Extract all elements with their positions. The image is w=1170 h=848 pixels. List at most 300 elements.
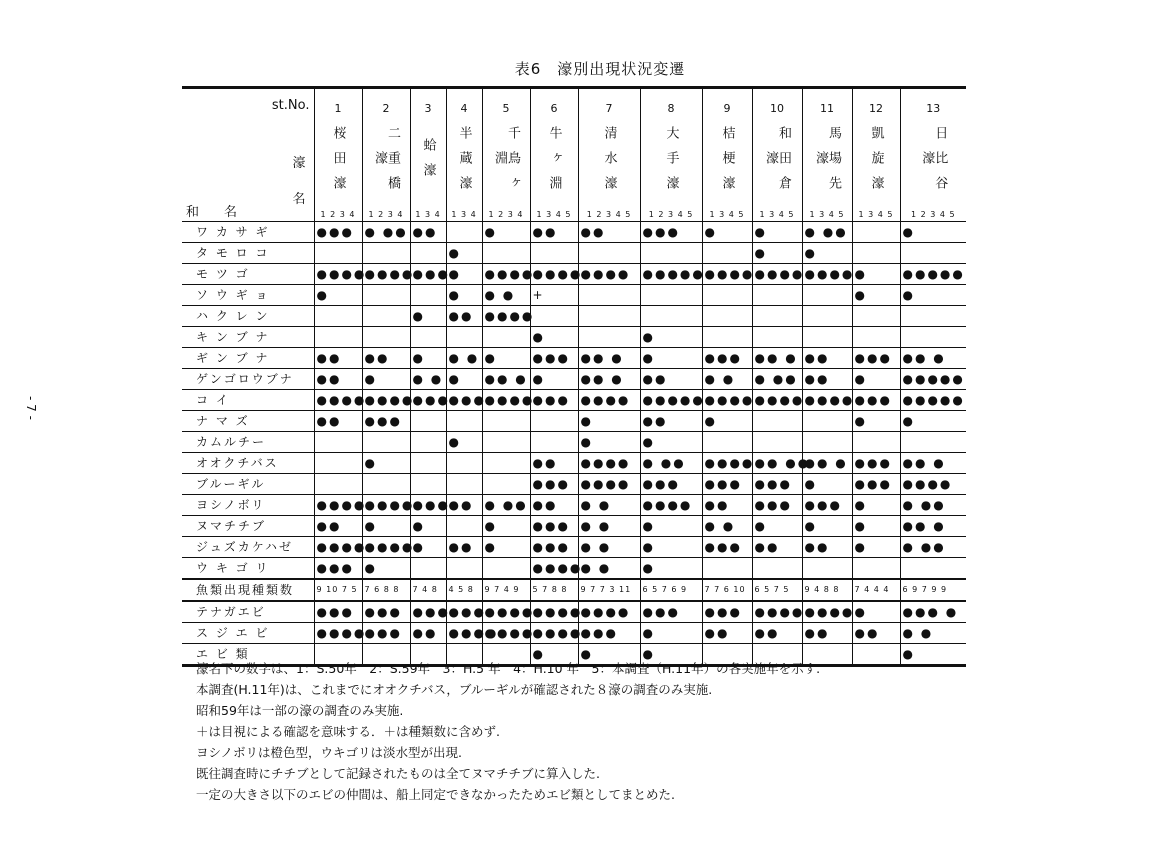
occurrence-cell: ● — [446, 432, 482, 453]
occurrence-cell: 9 7 7 3 11 — [578, 579, 640, 601]
occurrence-cell: ●●● — [752, 474, 802, 495]
page-number: - 7 - — [24, 396, 38, 420]
occurrence-cell: ●● — [640, 411, 702, 432]
occurrence-cell: ●● ● — [900, 516, 966, 537]
occurrence-cell: ●● — [802, 537, 852, 558]
species-name: ヨシノボリ — [182, 495, 314, 516]
occurrence-cell: ●●●● — [482, 390, 530, 411]
occurrence-cell — [802, 306, 852, 327]
occurrence-cell — [362, 243, 410, 264]
station-header — [702, 89, 752, 222]
survey-years: 1 2 3 4 5 — [910, 210, 956, 219]
table-row — [182, 306, 966, 327]
occurrence-cell: ● — [900, 644, 966, 665]
occurrence-cell — [578, 327, 640, 348]
occurrence-cell: ● — [852, 369, 900, 390]
occurrence-cell: ●● ● — [578, 348, 640, 369]
station-number: 7 — [605, 102, 613, 115]
occurrence-cell: ● — [852, 264, 900, 285]
occurrence-cell: ●●●● — [530, 558, 578, 580]
footnote-line: ＋は目視による確認を意味する．＋は種類数に含めず. — [196, 724, 500, 739]
station-header — [900, 89, 966, 222]
occurrence-cell — [900, 327, 966, 348]
table-row — [182, 432, 966, 453]
table-row — [182, 558, 966, 580]
occurrence-cell: ●● — [410, 222, 446, 243]
occurrence-cell: ●●● — [530, 348, 578, 369]
occurrence-cell — [802, 285, 852, 306]
occurrence-cell: ● — [852, 516, 900, 537]
table-row — [182, 264, 966, 285]
station-number: 8 — [667, 102, 675, 115]
survey-years: 1 3 4 5 — [809, 210, 845, 219]
occurrence-cell: ● — [362, 516, 410, 537]
occurrence-cell — [446, 327, 482, 348]
occurrence-cell: ●●●● — [314, 537, 362, 558]
occurrence-cell: ●●●● — [802, 601, 852, 623]
station-name: 清水濠 — [601, 125, 617, 201]
occurrence-cell: ● — [410, 348, 446, 369]
occurrence-cell: ● — [530, 327, 578, 348]
station-number: 9 — [723, 102, 731, 115]
species-name: ギ ン ブ ナ — [182, 348, 314, 369]
occurrence-cell — [482, 474, 530, 495]
occurrence-cell: ●● ●● — [752, 453, 802, 474]
occurrence-cell: ●● — [702, 623, 752, 644]
survey-years: 1 3 4 — [415, 210, 441, 219]
occurrence-cell: ●●● ● — [900, 601, 966, 623]
occurrence-cell — [852, 432, 900, 453]
st-no-label: st.No. — [271, 98, 310, 113]
occurrence-cell — [482, 243, 530, 264]
table-body — [182, 222, 966, 665]
occurrence-cell — [852, 306, 900, 327]
occurrence-cell: ●●●●● — [640, 390, 702, 411]
occurrence-cell: ●● — [852, 623, 900, 644]
species-name: コ イ — [182, 390, 314, 411]
occurrence-cell: ●●●● — [446, 623, 482, 644]
table-row — [182, 537, 966, 558]
occurrence-cell — [410, 327, 446, 348]
occurrence-cell — [314, 306, 362, 327]
header-label-cell — [182, 89, 314, 222]
survey-years: 1 2 3 4 5 — [648, 210, 694, 219]
occurrence-cell: ● — [482, 348, 530, 369]
occurrence-cell: ●● — [314, 411, 362, 432]
survey-years: 1 3 4 5 — [759, 210, 795, 219]
occurrence-cell — [702, 432, 752, 453]
occurrence-cell: 6 5 7 5 — [752, 579, 802, 601]
occurrence-cell: ● — [640, 516, 702, 537]
occurrence-cell: ● — [640, 348, 702, 369]
station-name: 凱旋濠 — [868, 125, 884, 201]
footnote-line: ヨシノボリは橙色型，ウキゴリは淡水型が出現. — [196, 745, 462, 760]
occurrence-cell: ● — [446, 264, 482, 285]
occurrence-cell: ●●● — [410, 390, 446, 411]
occurrence-cell: ●●●● — [314, 623, 362, 644]
table-row — [182, 222, 966, 243]
occurrence-cell — [410, 453, 446, 474]
occurrence-cell: ● — [410, 306, 446, 327]
occurrence-cell: ●●●● — [362, 264, 410, 285]
occurrence-cell: ● — [852, 411, 900, 432]
occurrence-cell: ●●●● — [482, 601, 530, 623]
occurrence-cell: ●●●● — [578, 474, 640, 495]
occurrence-cell: 4 5 8 — [446, 579, 482, 601]
occurrence-cell: ●●● — [702, 348, 752, 369]
occurrence-cell — [446, 516, 482, 537]
occurrence-cell — [802, 432, 852, 453]
survey-years: 1 2 3 4 — [320, 210, 356, 219]
occurrence-cell — [802, 411, 852, 432]
station-name: 桜田濠 — [330, 125, 346, 201]
occurrence-cell: ● — [640, 327, 702, 348]
station-header — [530, 89, 578, 222]
occurrence-cell: 7 4 8 — [410, 579, 446, 601]
footnote-line: 一定の大きさ以下のエビの仲間は、船上同定できなかったためエビ類としてまとめた. — [196, 787, 675, 802]
species-name: ゲンゴロウブナ — [182, 369, 314, 390]
occurrence-cell — [852, 222, 900, 243]
occurrence-cell: ● — [530, 644, 578, 665]
species-name: タ モ ロ コ — [182, 243, 314, 264]
station-number: 11 — [820, 102, 834, 115]
occurrence-cell — [314, 453, 362, 474]
occurrence-cell: ●●● — [640, 601, 702, 623]
species-name: ハ ク レ ン — [182, 306, 314, 327]
occurrence-cell: ●●●● — [482, 306, 530, 327]
occurrence-cell: ●●●● — [802, 264, 852, 285]
occurrence-cell: ●● — [802, 369, 852, 390]
occurrence-cell: ●● ● — [752, 348, 802, 369]
occurrence-cell: ● ● — [702, 516, 752, 537]
occurrence-cell: ●●● — [852, 390, 900, 411]
occurrence-cell: ● ● — [900, 623, 966, 644]
table-row — [182, 285, 966, 306]
occurrence-cell — [752, 432, 802, 453]
occurrence-cell: ●● — [410, 623, 446, 644]
occurrence-cell: ● ●● — [362, 222, 410, 243]
occurrence-cell: ●●● — [314, 601, 362, 623]
occurrence-cell: ●●●● — [530, 623, 578, 644]
station-number: 1 — [334, 102, 342, 115]
occurrence-cell — [752, 327, 802, 348]
occurrence-cell: ●●●● — [702, 453, 752, 474]
table-row — [182, 495, 966, 516]
occurrence-cell — [446, 558, 482, 580]
occurrence-cell — [446, 474, 482, 495]
occurrence-cell: ● — [446, 285, 482, 306]
occurrence-cell — [482, 558, 530, 580]
station-header — [640, 89, 702, 222]
occurrence-cell: ●● ● — [482, 369, 530, 390]
occurrence-cell: ●●● — [530, 474, 578, 495]
occurrence-cell — [482, 432, 530, 453]
occurrence-cell: 9 7 4 9 — [482, 579, 530, 601]
occurrence-cell — [900, 558, 966, 580]
station-number: 13 — [926, 102, 941, 115]
species-name: モ ツ ゴ — [182, 264, 314, 285]
occurrence-cell: ● — [852, 537, 900, 558]
pond-name-label-1: 濠 — [292, 156, 306, 171]
occurrence-cell — [578, 285, 640, 306]
occurrence-cell — [530, 306, 578, 327]
occurrence-cell — [482, 327, 530, 348]
occurrence-cell: ●●●● — [362, 495, 410, 516]
occurrence-cell: ●●● — [702, 601, 752, 623]
station-number: 2 — [382, 102, 390, 115]
occurrence-cell: ●●● — [362, 623, 410, 644]
footnote-line: 濠名下の数字は、1：S.50年 2：S.59年 3：H.5 年 4：H.10 年 5：本調査（H.11年）の各実施年を示す. — [196, 661, 821, 676]
occurrence-cell: ●● — [314, 369, 362, 390]
survey-years: 1 3 4 5 — [858, 210, 894, 219]
occurrence-cell: 7 7 6 10 — [702, 579, 752, 601]
occurrence-cell: ●●●●● — [900, 369, 966, 390]
header-row — [182, 89, 966, 222]
occurrence-cell: ●● ● — [900, 453, 966, 474]
survey-years: 1 3 4 5 — [709, 210, 745, 219]
occurrence-cell: ●●● — [410, 264, 446, 285]
occurrence-cell: ●● — [752, 537, 802, 558]
station-name: 蛤濠 — [420, 138, 436, 188]
table-row — [182, 516, 966, 537]
occurrence-cell: ● — [578, 432, 640, 453]
occurrence-cell: ●●● — [410, 601, 446, 623]
occurrence-cell: ●● — [530, 495, 578, 516]
table-row — [182, 411, 966, 432]
occurrence-cell: ●●●● — [314, 264, 362, 285]
occurrence-cell: ●● — [446, 306, 482, 327]
occurrence-cell: 7 6 8 8 — [362, 579, 410, 601]
species-name: ソ ウ ギ ョ — [182, 285, 314, 306]
occurrence-cell: ●● — [530, 453, 578, 474]
occurrence-cell: 9 10 7 5 — [314, 579, 362, 601]
occurrence-cell: ● — [900, 411, 966, 432]
occurrence-cell: ●● — [702, 495, 752, 516]
occurrence-cell — [852, 327, 900, 348]
occurrence-cell — [446, 453, 482, 474]
occurrence-cell: ●●●● — [482, 264, 530, 285]
species-name: ウ キ ゴ リ — [182, 558, 314, 580]
occurrence-cell — [752, 306, 802, 327]
occurrence-cell: ● — [578, 644, 640, 665]
occurrence-cell: ● — [314, 285, 362, 306]
occurrence-cell: ●●●● — [752, 390, 802, 411]
station-header — [362, 89, 410, 222]
occurrence-cell: ●● ● — [802, 453, 852, 474]
occurrence-table — [182, 86, 966, 667]
table-row — [182, 369, 966, 390]
station-header — [578, 89, 640, 222]
occurrence-cell: 5 7 8 8 — [530, 579, 578, 601]
species-name: ナ マ ズ — [182, 411, 314, 432]
occurrence-cell: ●●●● — [362, 537, 410, 558]
occurrence-cell — [702, 243, 752, 264]
survey-years: 1 3 4 5 — [536, 210, 572, 219]
occurrence-cell: ● — [702, 222, 752, 243]
occurrence-cell — [578, 306, 640, 327]
occurrence-cell: ●●● — [362, 411, 410, 432]
occurrence-cell: ●●●●● — [900, 390, 966, 411]
occurrence-cell: ● — [900, 222, 966, 243]
species-name: 魚類出現種類数 — [182, 579, 314, 601]
occurrence-cell: ● ●● — [900, 495, 966, 516]
station-header — [752, 89, 802, 222]
occurrence-cell: ●● — [446, 537, 482, 558]
species-name: カムルチー — [182, 432, 314, 453]
occurrence-cell — [314, 327, 362, 348]
occurrence-cell — [314, 243, 362, 264]
occurrence-cell — [410, 432, 446, 453]
occurrence-cell: ●●● — [640, 222, 702, 243]
occurrence-cell: + — [530, 285, 578, 306]
occurrence-cell: ● ● — [702, 369, 752, 390]
occurrence-cell: 7 4 4 4 — [852, 579, 900, 601]
occurrence-cell: ● — [482, 222, 530, 243]
occurrence-cell: ● — [640, 623, 702, 644]
occurrence-cell: ●● — [578, 222, 640, 243]
occurrence-cell — [640, 306, 702, 327]
station-header — [802, 89, 852, 222]
occurrence-cell: ●●●● — [314, 495, 362, 516]
occurrence-cell: ● — [530, 369, 578, 390]
occurrence-cell: ● — [852, 601, 900, 623]
occurrence-cell: ● ● — [410, 369, 446, 390]
occurrence-cell: ●●●● — [900, 474, 966, 495]
table-row — [182, 623, 966, 644]
occurrence-cell: ● — [640, 537, 702, 558]
occurrence-cell: ●●●● — [578, 453, 640, 474]
occurrence-cell: ●●● — [530, 537, 578, 558]
survey-years: 1 3 4 — [451, 210, 477, 219]
occurrence-cell: ●● — [314, 516, 362, 537]
occurrence-cell: ●●●● — [362, 390, 410, 411]
occurrence-cell: ● — [410, 537, 446, 558]
occurrence-cell: ● — [410, 516, 446, 537]
occurrence-cell: ● ● — [578, 495, 640, 516]
occurrence-cell — [640, 285, 702, 306]
station-number: 5 — [502, 102, 510, 115]
occurrence-cell — [900, 432, 966, 453]
occurrence-cell: ● ●● — [802, 222, 852, 243]
occurrence-cell — [530, 243, 578, 264]
occurrence-cell: ● ● — [578, 558, 640, 580]
occurrence-cell: 9 4 8 8 — [802, 579, 852, 601]
occurrence-cell: ● ●● — [752, 369, 802, 390]
occurrence-cell — [900, 243, 966, 264]
occurrence-cell: ● — [482, 537, 530, 558]
station-header — [446, 89, 482, 222]
occurrence-cell: ● — [852, 495, 900, 516]
table-row — [182, 601, 966, 623]
occurrence-cell: ●●● — [578, 623, 640, 644]
occurrence-cell — [702, 558, 752, 580]
occurrence-cell — [852, 558, 900, 580]
occurrence-cell: ●●●●● — [900, 264, 966, 285]
occurrence-cell: ●●●● — [530, 601, 578, 623]
occurrence-cell — [362, 432, 410, 453]
station-header — [482, 89, 530, 222]
occurrence-cell — [362, 306, 410, 327]
occurrence-cell — [530, 411, 578, 432]
occurrence-cell: ● — [852, 285, 900, 306]
occurrence-cell: ●●●● — [640, 495, 702, 516]
occurrence-cell: ● — [362, 369, 410, 390]
occurrence-cell: ●●●●● — [640, 264, 702, 285]
station-name: 和田倉濠 — [763, 125, 791, 201]
occurrence-cell: ● ● — [446, 348, 482, 369]
occurrence-cell — [482, 453, 530, 474]
occurrence-cell — [802, 558, 852, 580]
occurrence-cell: ●● — [446, 495, 482, 516]
station-name: 牛ヶ淵 — [546, 125, 562, 201]
species-name: ヌマチチブ — [182, 516, 314, 537]
station-name: 二重橋濠 — [372, 125, 400, 201]
occurrence-cell: ●●● — [446, 601, 482, 623]
occurrence-cell: ● ● — [482, 285, 530, 306]
occurrence-cell: 6 5 7 6 9 — [640, 579, 702, 601]
occurrence-cell: ● — [446, 243, 482, 264]
occurrence-cell: ● ●● — [640, 453, 702, 474]
occurrence-cell — [640, 243, 702, 264]
occurrence-cell — [482, 411, 530, 432]
occurrence-cell: ●●●● — [578, 264, 640, 285]
occurrence-cell: ●● — [752, 623, 802, 644]
table-row — [182, 453, 966, 474]
pond-name-label-2: 名 — [292, 192, 306, 207]
occurrence-cell: ●●●● — [578, 390, 640, 411]
station-name: 桔梗濠 — [719, 125, 735, 201]
occurrence-cell: ●●● — [852, 453, 900, 474]
occurrence-cell: ●●●● — [802, 390, 852, 411]
occurrence-cell: ● — [362, 558, 410, 580]
species-label: 和 名 — [186, 205, 244, 220]
occurrence-cell: ●●●● — [530, 264, 578, 285]
occurrence-cell: ●●●● — [314, 390, 362, 411]
occurrence-cell — [702, 327, 752, 348]
occurrence-cell: ● — [446, 369, 482, 390]
occurrence-cell: ●●●● — [702, 390, 752, 411]
survey-years: 1 2 3 4 5 — [586, 210, 632, 219]
occurrence-cell: ● ● — [578, 516, 640, 537]
occurrence-cell: ●●● — [802, 495, 852, 516]
occurrence-cell: ● — [640, 644, 702, 665]
station-header — [852, 89, 900, 222]
occurrence-cell: ●●●● — [702, 264, 752, 285]
occurrence-cell — [314, 474, 362, 495]
occurrence-cell: ●● ● — [900, 348, 966, 369]
occurrence-cell: ●●● — [852, 348, 900, 369]
occurrence-cell: ●●●● — [578, 601, 640, 623]
footnotes — [196, 658, 976, 805]
occurrence-cell: ● — [640, 558, 702, 580]
station-number: 10 — [770, 102, 784, 115]
occurrence-cell — [702, 306, 752, 327]
occurrence-cell: ● — [900, 285, 966, 306]
table-row — [182, 348, 966, 369]
table-row — [182, 474, 966, 495]
occurrence-cell: ●●● — [530, 516, 578, 537]
species-name: テナガエビ — [182, 601, 314, 623]
occurrence-cell: ● — [752, 516, 802, 537]
occurrence-cell: ● — [362, 453, 410, 474]
station-number: 4 — [460, 102, 468, 115]
occurrence-cell: 6 9 7 9 9 — [900, 579, 966, 601]
occurrence-cell: ●● ● — [578, 369, 640, 390]
species-name: ワ カ サ ギ — [182, 222, 314, 243]
species-name: ジュズカケハゼ — [182, 537, 314, 558]
species-name: ス ジ エ ビ — [182, 623, 314, 644]
occurrence-cell: ●●●● — [482, 623, 530, 644]
